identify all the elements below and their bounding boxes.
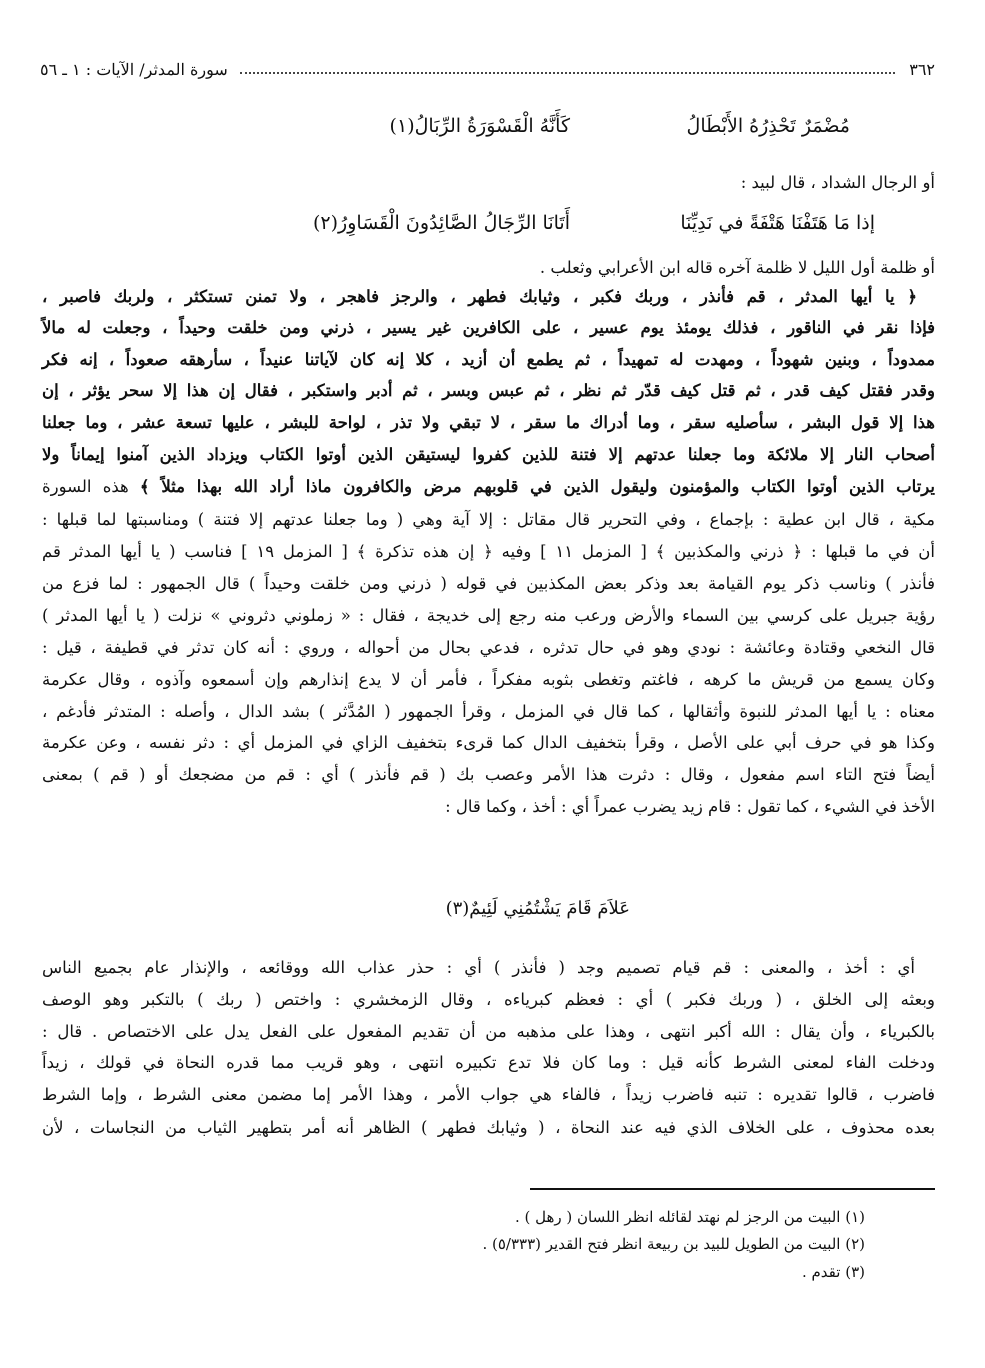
quran-line: وقدر فقتل كيف قدر ، ثم قتل كيف قدّر ثم نظر ، ثم عبس وبسر ، ثم أدبر واستكبر ، فقال إن هذا إلا سحر يؤثر ، إن — [42, 381, 935, 400]
page-number: ٣٦٢ — [909, 60, 935, 79]
text-line: أيضاً فتح التاء اسم مفعول ، وقال : دثرت هذا الأمر وعصب بك ( قم فأنذر ) أي : قم من مضجعك أو ( قم ) بمعنى — [42, 765, 935, 784]
footnote-3: (٣) تقدم . — [801, 1263, 865, 1281]
text-line: أو ظلمة أول الليل لا ظلمة آخره قاله ابن الأعرابي وثعلب . — [539, 258, 935, 277]
text-line: فاضرب ، قالوا تقديره : تنبه فاضرب زيداً ، فالفاء هي جواب الأمر ، وهذا الأمر إما مضمن معنى الشرط ، وإما الشرط — [42, 1085, 935, 1104]
verse2-right-hemistich: إذا مَا هَتَفْنَا هَتْفَةً في نَدِيِّنَا — [680, 212, 875, 234]
quran-line: ممدوداً ، وبنين شهوداً ، ومهدت له تمهيداً ، ثم يطمع أن أزيد ، كلا إنه كان لآياتنا عنيداً ، سأرهقه صعوداً ، إنه فكر — [42, 350, 935, 369]
text-line: وكذا هو في حرف أبي على الأصل ، وقرأ بتخفيف الدال كما قرىء بتخفيف الزاي في المزمل أي : دثر نفسه ، وعن عكرمة — [42, 733, 935, 752]
text-line: قال النخعي وقتادة وعائشة : نودي وهو في حال تدثره ، فدعي بحال من أحواله ، وروي : أنه كان تدثر في قطيفة ، قيل : — [42, 638, 935, 657]
commentary-text: هذه السورة — [42, 477, 140, 496]
footnote-2: (٢) البيت من الطويل للبيد بن ربيعة انظر فتح القدير (٥/٣٣٣) . — [482, 1235, 865, 1253]
text-line: بعده محذوف ، على الخلاف الذي فيه عند النحاة ، ( وثيابك فطهر ) الظاهر أنه أمر بتطهير الثياب من النجاسات ، لأن — [42, 1118, 935, 1137]
text-line: أي : أخذ ، والمعنى : قم قيام تصميم وجد ( فأنذر ) أي : حذر عذاب الله ووقائعه ، والإنذار عام بجميع الناس — [42, 958, 915, 977]
quran-text: يرتاب الذين أوتوا الكتاب والمؤمنون وليقول الذين في قلوبهم مرض والكافرون ماذا أراد الله بهذا مثلاً ﴾ — [139, 477, 935, 496]
text-line: بالكبرياء ، وأن يقال : الله أكبر انتهى ، وهذا على مذهبه من أن تقديم المفعول على الفعل يدل على الاختصاص . قال : — [42, 1022, 935, 1041]
text-line: مكية ، قال ابن عطية : بإجماع ، وفي التحرير قال مقاتل : إلا آية وهي ( وما جعلنا عدتهم إلا فتنة ) ومناسبتها لما قبلها : — [42, 510, 935, 529]
header-dot-leader — [240, 72, 895, 74]
verse1-right-hemistich: مُضْمَرٌ تَحْذِرُهُ الأَبْطَالُ — [686, 115, 850, 137]
text-line: وبعثه إلى الخلق ، ( وربك فكبر ) أي : فعظم كبرياءه ، وقال الزمخشري : واختص ( ربك ) بالتكبر وهو الوصف — [42, 990, 935, 1009]
text-line: الأخذ في الشيء ، كما تقول : قام زيد يضرب عمراً أي : أخذ ، وكما قال : — [445, 797, 935, 816]
text-line: رؤية جبريل على كرسي بين السماء والأرض ورعب منه رجع إلى خديجة ، فقال : « زملوني دثروني » نزلت ( يا أيها المدثر ) — [42, 606, 935, 625]
quran-line: أصحاب النار إلا ملائكة وما جعلنا عدتهم إلا فتنة للذين كفروا ليستيقن الذين أوتوا الكتاب ويزداد الذين آمنوا إيماناً ولا — [42, 445, 935, 464]
verse2-left-hemistich: أَتَانَا الرِّجَالُ الصَّائِدُونَ الْقَسَاوِرُ(٢) — [313, 212, 570, 234]
mixed-line — [42, 475, 935, 499]
text-line: معناه : يا أيها المدثر للنبوة وأثقالها ، كما قال في المزمل ، وقرأ الجمهور ( المُدَّثر ) بشد الدال ، وأصله : المتدثر فأدغم ، — [42, 702, 935, 721]
text-line: أن في ما قبلها : ﴿ ذرني والمكذبين ﴾ [ المزمل ١١ ] وفيه ﴿ إن هذه تذكرة ﴾ [ المزمل ١٩ ] فناسب ( يا أيها المدثر قم — [42, 542, 935, 561]
text-line: فأنذر ) وناسب ذكر يوم القيامة بعد وذكر بعض المكذبين في قوله ( ذرني ومن خلقت وحيداً ) قال الجمهور : لما فزع من — [42, 574, 935, 593]
quran-line: فإذا نقر في الناقور ، فذلك يومئذ يوم عسير ، على الكافرين غير يسير ، ذرني ومن خلقت وحيداً ، وجعلت له مالاً — [42, 318, 935, 337]
verse1-left-hemistich: كَأَنَّهُ الْقَسْوَرَةُ الرِّبَالُ(١) — [389, 115, 570, 137]
intro-line: أو الرجال الشداد ، قال لبيد : — [740, 173, 935, 192]
footnote-separator — [530, 1188, 935, 1190]
verse3: عَلاَمَ قَامَ يَشْتُمُنِي لَئِيمٌ(٣) — [445, 898, 630, 919]
quran-line: ﴿ يا أيها المدثر ، قم فأنذر ، وربك فكبر ، وثيابك فطهر ، والرجز فاهجر ، ولا تمنن تستكثر ، ولربك فاصبر ، — [42, 287, 917, 306]
text-line: وكان يسمع من قريش ما كرهه ، فاغتم وتغطى بثوبه مفكراً ، فأمر أن لا يدع إنذارهم وإن أسمعوه وآذوه ، وقال عكرمة — [42, 670, 935, 689]
running-title: سورة المدثر/ الآيات : ١ ـ ٥٦ — [40, 60, 234, 79]
quran-line: هذا إلا قول البشر ، سأصليه سقر ، وما أدراك ما سقر ، لا تبقي ولا تذر ، لواحة للبشر ، عليها تسعة عشر ، وما جعلنا — [42, 413, 935, 432]
running-header — [40, 60, 935, 84]
text-line: ودخلت الفاء لمعنى الشرط كأنه قيل : وما كان فلا تدع تكبيره انتهى ، وهو قريب مما قدره النحاة في قولك ، زيداً — [42, 1053, 935, 1072]
footnote-1: (١) البيت من الرجز لم نهتد لقائله انظر اللسان ( رهل ) . — [514, 1208, 865, 1226]
